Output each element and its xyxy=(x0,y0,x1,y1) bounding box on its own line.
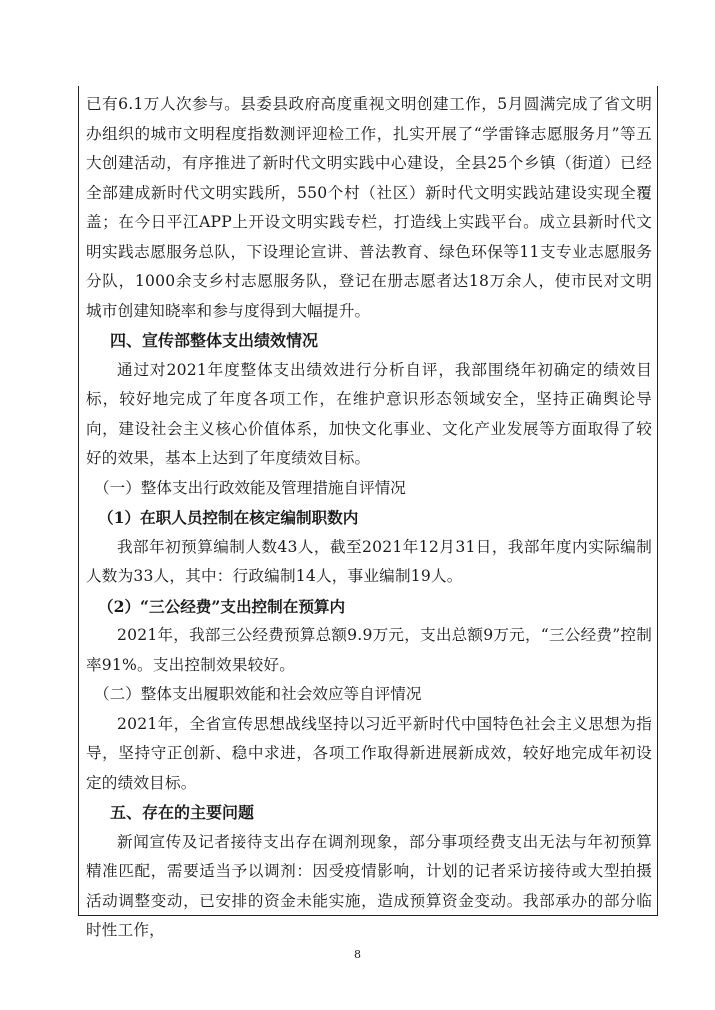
item-heading-1: （1）在职人员控制在核定编制职数内 xyxy=(98,508,359,527)
paragraph-social-effect: 2021年，全省宣传思想战线坚持以习近平新时代中国特色社会主义思想为指导，坚持守正创新、稳中求进，各项工作取得新进展新成效，较好地完成年初设定的绩效目标。 xyxy=(86,714,652,792)
document-body xyxy=(86,90,652,946)
subsection-heading-2: （二）整体支出履职效能和社会效应等自评情况 xyxy=(94,685,422,703)
section-heading-5: 五、存在的主要问题 xyxy=(110,803,255,822)
paragraph-three-public-funds: 2021年，我部三公经费预算总额9.9万元，支出总额9万元，“三公经费”控制率91%。支出控制效果较好。 xyxy=(86,626,652,674)
item-heading-2: （2）“三公经费”支出控制在预算内 xyxy=(98,596,346,616)
paragraph-performance: 通过对2021年度整体支出绩效进行分析自评，我部围绕年初确定的绩效目标，较好地完成了年度各项工作，在维护意识形态领域安全，坚持正确舆论导向，建设社会主义核心价值体系，加快文化事业、文化产业发展等方面取得了较好的效果，基本上达到了年度绩效目标。 xyxy=(86,360,652,467)
paragraph-civilization: 已有6.1万人次参与。县委县政府高度重视文明创建工作，5月圆满完成了省文明办组织的城市文明程度指数测评迎检工作，扎实开展了“学雷锋志愿服务月”等五大创建活动，有序推进了新时代文明实践中心建设，全县25个乡镇（街道）已经全部建成新时代文明实践所，550个村（社区）新时代文明实践站建设实现全覆盖；在今日平江APP上开设文明实践专栏，打造线上实践平台。成立县新时代文明实践志愿服务总队，下设理论宣讲、普法教育、绿色环保等11支专业志愿服务分队，1000余支乡村志愿服务队，登记在册志愿者达18万余人，使市民对文明城市创建知晓率和参与度得到大幅提升。 xyxy=(86,95,652,320)
subsection-heading-1: （一）整体支出行政效能及管理措施自评情况 xyxy=(94,478,406,497)
page-number: 8 xyxy=(354,948,361,961)
paragraph-staffing: 我部年初预算编制人数43人，截至2021年12月31日，我部年度内实际编制人数为33人，其中：行政编制14人，事业编制19人。 xyxy=(86,537,652,585)
paragraph-problems: 新闻宣传及记者接待支出存在调剂现象，部分事项经费支出无法与年初预算精准匹配，需要适当予以调剂：因受疫情影响，计划的记者采访接待或大型拍摄活动调整变动，已安排的资金未能实施，造成预算资金变动。我部承办的部分临时性工作， xyxy=(86,832,652,939)
section-heading-4: 四、宣传部整体支出绩效情况 xyxy=(110,331,319,350)
